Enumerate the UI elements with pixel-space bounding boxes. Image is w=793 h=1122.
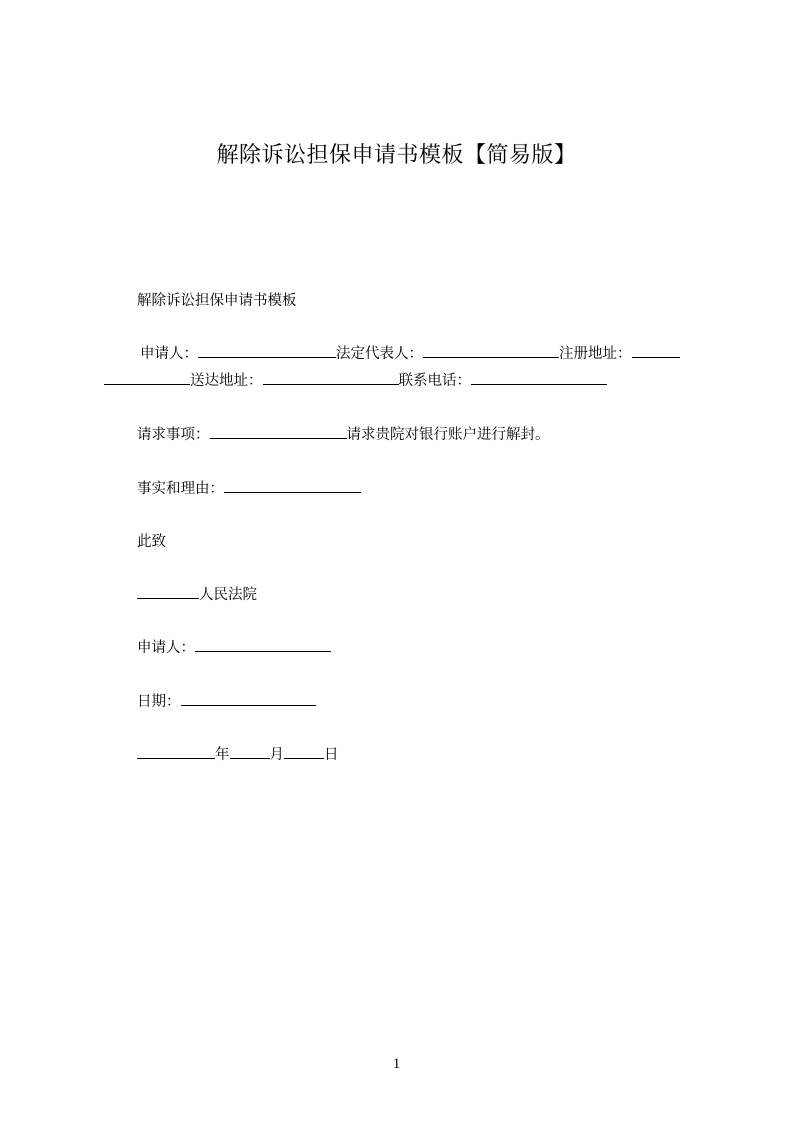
- facts-line: [137, 479, 361, 499]
- facts-blank: [224, 479, 361, 493]
- phone-label: 联系电话：: [398, 373, 471, 389]
- day-label: 日: [324, 747, 339, 763]
- reg-address-blank-cont: [104, 371, 190, 385]
- day-blank: [284, 745, 324, 759]
- request-text: 请求贵院对银行账户进行解封。: [346, 427, 550, 443]
- court-line: [137, 585, 257, 605]
- month-label: 月: [269, 747, 284, 763]
- signature-line: [137, 638, 331, 658]
- ymd-line: [137, 745, 339, 765]
- request-blank: [210, 425, 347, 439]
- applicant-label: 申请人：: [140, 346, 198, 362]
- year-blank: [137, 745, 215, 759]
- phone-blank: [471, 371, 607, 385]
- legal-rep-blank: [423, 344, 559, 358]
- reg-address-blank: [632, 344, 680, 358]
- service-address-blank: [263, 371, 399, 385]
- document-title: 解除诉讼担保申请书模板【简易版】: [216, 143, 577, 168]
- applicant-blank: [198, 344, 336, 358]
- signature-label: 申请人：: [137, 640, 195, 656]
- service-address-label: 送达地址：: [190, 373, 263, 389]
- request-label: 请求事项：: [137, 427, 210, 443]
- applicant-line-2: [104, 371, 607, 391]
- salutation: 此致: [137, 534, 166, 550]
- document-heading: 解除诉讼担保申请书模板: [137, 293, 297, 309]
- reg-address-label: 注册地址：: [559, 346, 632, 362]
- applicant-line-1: [140, 344, 680, 364]
- date-line: [137, 692, 316, 712]
- page-number: 1: [392, 1056, 401, 1072]
- facts-label: 事实和理由：: [137, 481, 224, 497]
- legal-rep-label: 法定代表人：: [336, 346, 423, 362]
- request-line: [137, 425, 550, 445]
- date-blank: [181, 692, 316, 706]
- court-name-blank: [137, 585, 199, 599]
- year-label: 年: [215, 747, 230, 763]
- court-suffix: 人民法院: [199, 587, 257, 603]
- signature-blank: [195, 638, 331, 652]
- date-label: 日期：: [137, 694, 181, 710]
- month-blank: [230, 745, 270, 759]
